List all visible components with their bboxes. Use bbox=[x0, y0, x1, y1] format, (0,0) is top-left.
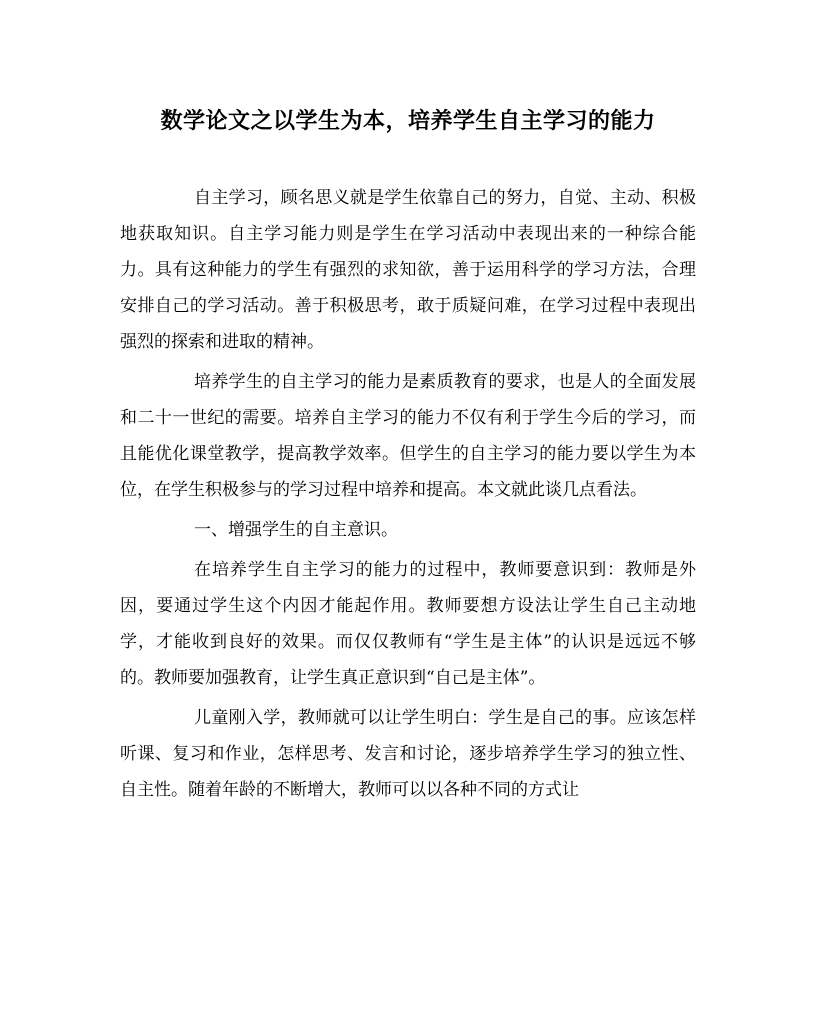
paragraph-intro: 自主学习，顾名思义就是学生依靠自己的努力，自觉、主动、积极地获取知识。自主学习能力则是学生在学习活动中表现出来的一种综合能力。具有这种能力的学生有强烈的求知欲，善于运用科学的学习方法，合理安排自己的学习活动。善于积极思考，敢于质疑问难，在学习过程中表现出强烈的探索和进取的精神。 bbox=[120, 188, 696, 352]
section-heading: 一、增强学生的自主意识。 bbox=[194, 520, 398, 540]
paragraph-purpose: 培养学生的自主学习的能力是素质教育的要求，也是人的全面发展和二十一世纪的需要。培养自主学习的能力不仅有利于学生今后的学习，而且能优化课堂教学，提高教学效率。但学生的自主学习的能力要以学生为本位，在学生积极参与的学习过程中培养和提高。本文就此谈几点看法。 bbox=[120, 372, 696, 500]
document-title: 数学论文之以学生为本，培养学生自主学习的能力 bbox=[160, 108, 656, 134]
paragraph-teacher-role: 在培养学生自主学习的能力的过程中，教师要意识到：教师是外因，要通过学生这个内因才能起作用。教师要想方设法让学生自己主动地学，才能收到良好的效果。而仅仅教师有“学生是主体”的认识是远远不够的。教师要加强教育，让学生真正意识到“自己是主体”。 bbox=[120, 560, 696, 688]
document-body bbox=[120, 180, 696, 812]
paragraph-children: 儿童刚入学，教师就可以让学生明白：学生是自己的事。应该怎样听课、复习和作业，怎样思考、发言和讨论，逐步培养学生学习的独立性、自主性。随着年龄的不断增大，教师可以以各种不同的方式让 bbox=[120, 708, 696, 800]
